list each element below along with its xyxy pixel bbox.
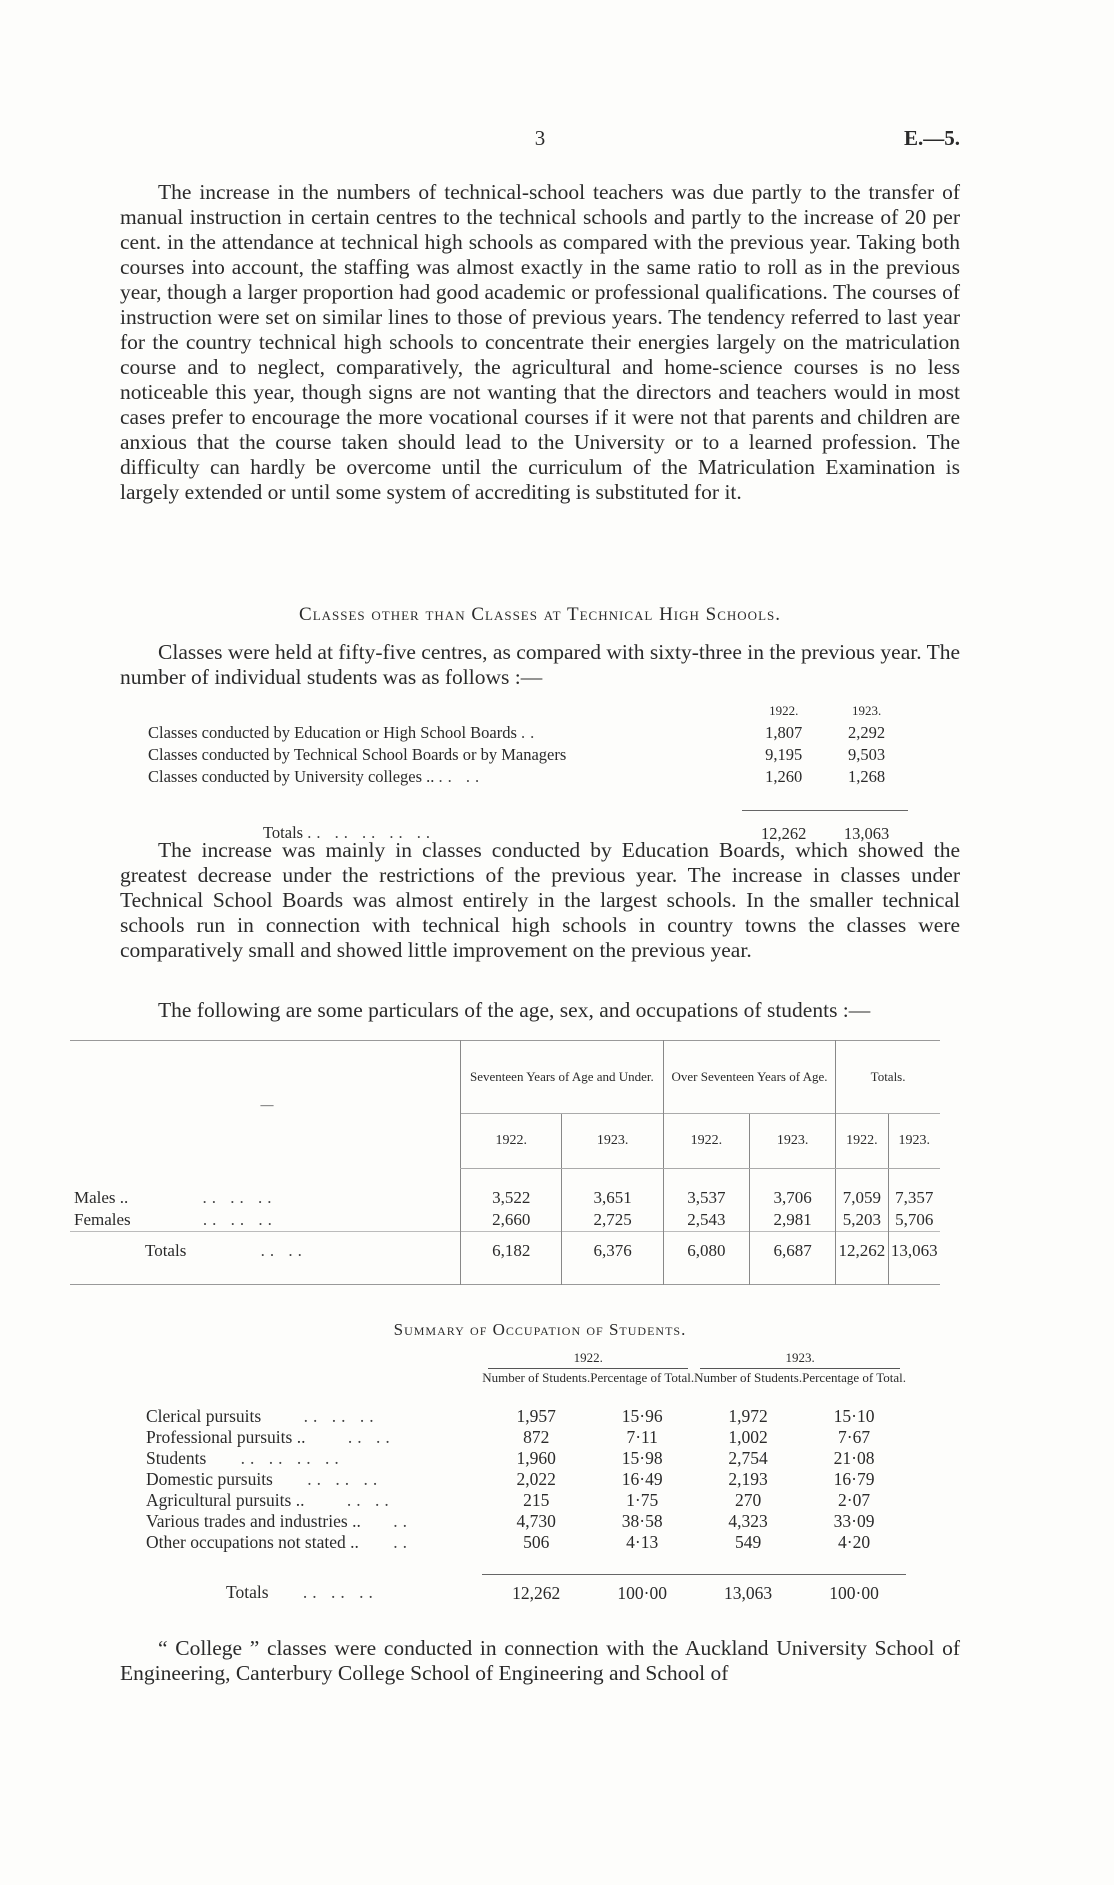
paragraph-teachers: The increase in the numbers of technical-school teachers was due partly to the transfer of manual instruction in certain centres to the technical schools and partly to the increase of 20 per cent. in the attendance at technical high schools as compared with the previous year. Taking both courses into account, the staffing was almost exactly in the same ratio to roll as in the previous year, though a larger proportion had good academic or professional qualifications. The courses of instruction were set on similar lines to those of previous years. The tendency referred to last year for the country technical high schools to concentrate their energies largely on the matriculation course and to neglect, comparatively, the agricultural and home-science courses is no less noticeable this year, though signs are not wanting that the directors and teachers would in most cases prefer to encourage the more vocational courses if it were not that parents and children are anxious that the course taken should lead to the University or to a learned profession. The difficulty can hardly be overcome until the curriculum of the Matriculation Examination is largely extended or until some system of accrediting is substituted for it. [120, 180, 960, 504]
students-by-class-table [148, 700, 908, 845]
document-reference: E.—5. [903, 126, 960, 150]
table-header-row [148, 700, 908, 722]
table-row: Clerical pursuits .. .. .. 1,957 15·96 1,972 15·10 [146, 1406, 875, 1426]
table-row: Students .. .. .. .. 1,960 15·98 2,754 21·08 [146, 1448, 875, 1468]
table-header-row [70, 1041, 940, 1114]
table-year-row [146, 1350, 906, 1370]
section-heading-occupation: Summary of Occupation of Students. [393, 1320, 687, 1339]
table-row: Professional pursuits .. .. .. 872 7·11 1,002 7·67 [146, 1427, 871, 1447]
group-header: Over Seventeen Years of Age. [663, 1041, 835, 1114]
paragraph-increase: The increase was mainly in classes conducted by Education Boards, which showed the greatest decrease under the restrictions of the previous year. The increase in classes under Technical School Boards was almost entirely in the largest schools. In the smaller technical schools run in connection with technical high schools in country towns the classes were comparatively small and showed little improvement on the previous year. [120, 838, 960, 962]
occupation-summary-table [146, 1350, 906, 1604]
year-header: 1922. [769, 703, 799, 718]
group-header: Totals. [836, 1041, 940, 1114]
paragraph-centres: Classes were held at fifty-five centres, as compared with sixty-three in the previous year. The number of individual students was as follows :— [120, 640, 960, 689]
page-header [120, 126, 960, 160]
year-header: 1923. [785, 1350, 815, 1365]
table-row: Domestic pursuits .. .. .. 2,022 16·49 2,193 16·79 [146, 1469, 875, 1489]
section-heading-classes: Classes other than Classes at Technical High Schools. [299, 604, 781, 625]
table-row: Agricultural pursuits .. .. .. 215 1·75 270 2·07 [146, 1490, 871, 1510]
table-rule [148, 788, 908, 810]
page-number: 3 [534, 126, 546, 150]
table-row: Classes conducted by University colleges .. .. .. 1,260 1,268 [148, 767, 886, 786]
table-rule [146, 1553, 906, 1574]
group-header: Seventeen Years of Age and Under. [461, 1041, 664, 1114]
table-header-row: Number of Students. Percentage of Total. Number of Students. Percentage of Total. [482, 1370, 906, 1385]
table-year-row: 1922. 1923. 1922. 1923. 1922. 1923. [70, 1114, 940, 1169]
table-total-row: Totals .. .. .. 12,262 100·00 13,063 100·00 [226, 1582, 879, 1603]
table-row: Classes conducted by Education or High School Boards .. 1,807 2,292 [148, 723, 886, 742]
age-sex-table [70, 1040, 940, 1285]
table-total-row: Totals .. .. 6,182 6,376 6,080 6,687 12,262 13,063 [70, 1232, 940, 1285]
year-header: 1922. [573, 1350, 603, 1365]
paragraph-particulars: The following are some particulars of the age, sex, and occupations of students :— [158, 998, 871, 1022]
paragraph-college: “ College ” classes were conducted in connection with the Auckland University School of Engineering, Canterbury College School of Engineering and School of [120, 1636, 960, 1685]
table-row: Various trades and industries .. .. 4,730 38·58 4,323 33·09 [146, 1511, 875, 1531]
table-row: Males .. .. .. .. 3,522 3,651 3,537 3,706 7,059 7,357 [70, 1169, 940, 1210]
table-total-row: Totals .. .. .. .. .. 12,262 13,063 [263, 823, 890, 843]
table-row: Other occupations not stated .. .. 506 4·13 549 4·20 [146, 1532, 871, 1552]
year-header: 1923. [851, 703, 882, 718]
table-row: Classes conducted by Technical School Boards or by Managers 9,195 9,503 [148, 745, 886, 764]
stub-header: — [260, 1096, 274, 1112]
table-row: Females .. .. .. 2,660 2,725 2,543 2,981 5,203 5,706 [70, 1209, 940, 1232]
